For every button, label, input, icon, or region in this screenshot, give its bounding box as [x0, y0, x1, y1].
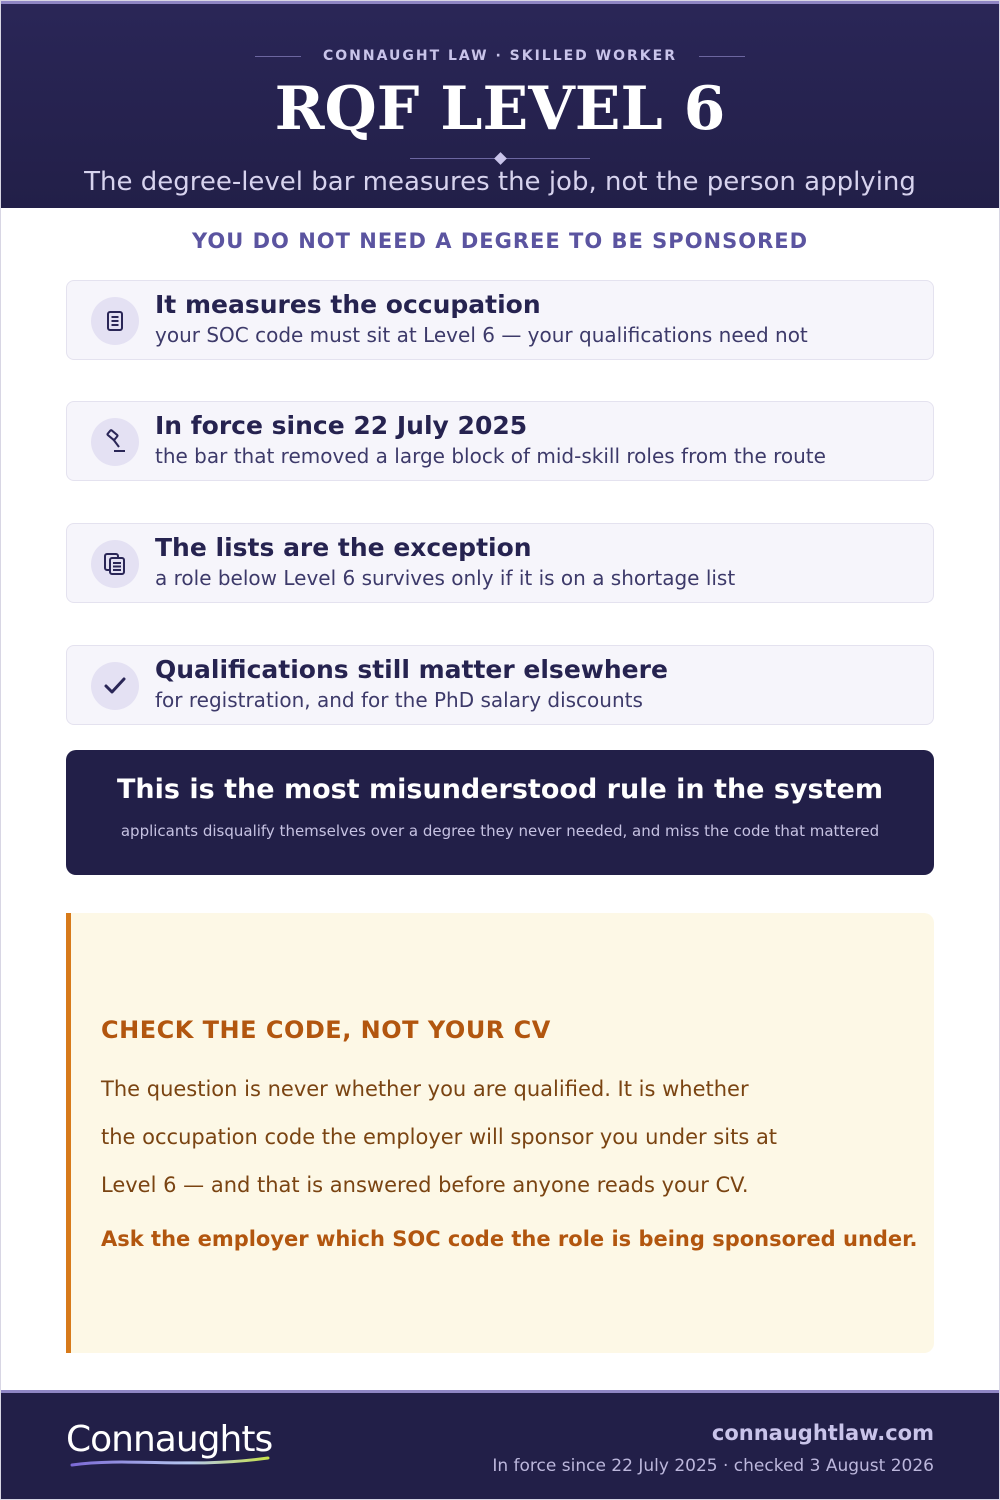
callout-title: This is the most misunderstood rule in the system: [117, 774, 883, 805]
advice-note: [66, 913, 934, 1353]
note-heading: CHECK THE CODE, NOT YOUR CV: [101, 1016, 551, 1044]
card-title: In force since 22 July 2025: [155, 411, 528, 440]
note-call-to-action: Ask the employer which SOC code the role is being sponsored under.: [101, 1227, 918, 1251]
card-description: your SOC code must sit at Level 6 — your qualifications need not: [155, 323, 808, 347]
note-line: the occupation code the employer will sponsor you under sits at: [101, 1125, 778, 1149]
info-card-occupation: [66, 280, 934, 360]
copy-list-icon: [91, 540, 139, 588]
card-title: Qualifications still matter elsewhere: [155, 655, 668, 684]
note-line: Level 6 — and that is answered before anyone reads your CV.: [101, 1173, 749, 1197]
brand-logo: Connaughts: [66, 1419, 273, 1460]
card-description: the bar that removed a large block of mid-skill roles from the route: [155, 444, 826, 468]
card-description: a role below Level 6 survives only if it is on a shortage list: [155, 566, 736, 590]
card-title: It measures the occupation: [155, 290, 541, 319]
page-title: RQF LEVEL 6: [274, 74, 726, 144]
info-card-qualifications: [66, 645, 934, 725]
page-subtitle: The degree-level bar measures the job, not the person applying: [84, 167, 916, 197]
section-label: YOU DO NOT NEED A DEGREE TO BE SPONSORED: [191, 229, 809, 253]
diamond-icon: [494, 152, 507, 165]
kicker-rule-right: [699, 56, 745, 57]
info-card-lists: [66, 523, 934, 603]
gavel-icon: [91, 418, 139, 466]
note-line: The question is never whether you are qualified. It is whether: [101, 1077, 749, 1101]
kicker-text: CONNAUGHT LAW · SKILLED WORKER: [322, 48, 677, 64]
checkmark-icon: [91, 662, 139, 710]
footer-website-link[interactable]: connaughtlaw.com: [711, 1421, 934, 1445]
kicker-rule-left: [255, 56, 301, 57]
footer: [0, 1390, 1000, 1500]
callout-subtitle: applicants disqualify themselves over a degree they never needed, and miss the code that mattered: [120, 822, 880, 840]
info-card-in-force: [66, 401, 934, 481]
logo-swoosh-icon: [70, 1455, 270, 1469]
header-banner: [0, 0, 1000, 208]
card-description: for registration, and for the PhD salary discounts: [155, 688, 643, 712]
document-icon: [91, 297, 139, 345]
card-title: The lists are the exception: [155, 533, 532, 562]
note-body: [101, 1065, 841, 1209]
callout-banner: [66, 750, 934, 875]
kicker-row: [0, 48, 1000, 64]
footer-date-line: In force since 22 July 2025 · checked 3 August 2026: [492, 1456, 934, 1476]
